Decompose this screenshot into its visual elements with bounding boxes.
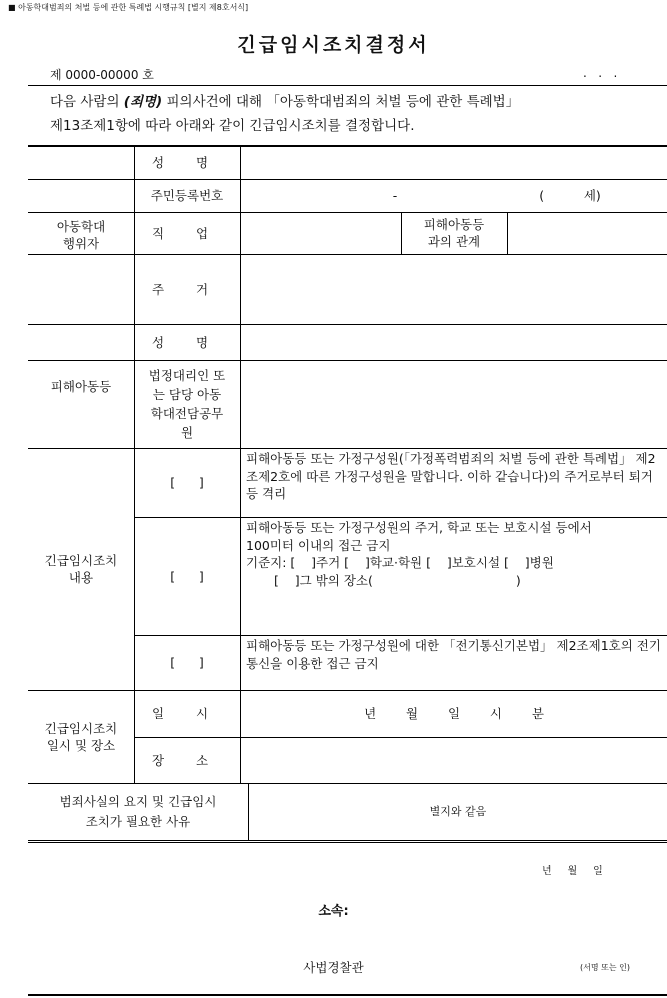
intro-line1-end: 피의사건에 대해 「아동학대범죄의 처벌 등에 관한 특례법」 — [162, 94, 520, 110]
measure2-line1: 피해아동등 또는 가정구성원의 주거, 학교 또는 보호시설 등에서 — [246, 520, 592, 535]
victim-section-label: 피해아동등 — [50, 378, 112, 394]
document-date: . . . — [583, 66, 618, 80]
place-field[interactable] — [241, 737, 667, 783]
form-reference-note: ■ 아동학대범죄의 처벌 등에 관한 특례법 시행규칙 [별지 제8호서식] — [8, 3, 249, 12]
perpetrator-rrn-label: 주민등록번호 — [150, 188, 224, 203]
reason-value: 별지와 같음 — [429, 805, 487, 818]
victim-representative-field[interactable] — [241, 360, 667, 448]
bottom-rule — [28, 994, 667, 996]
time-place-section-label: 긴급임시조치 일시 및 장소 — [44, 720, 118, 753]
victim-representative-label: 법정대리인 또 는 담당 아동 학대전담공무 원 — [148, 368, 226, 440]
charge-placeholder: (죄명) — [123, 94, 163, 110]
relation-label: 피해아동등 과의 관계 — [423, 217, 485, 249]
perpetrator-address-field[interactable] — [241, 254, 667, 324]
victim-name-label: 성 명 — [151, 334, 223, 350]
measure2-text — [246, 519, 661, 589]
measure2-other-location[interactable]: [ ]그 밖의 장소( ) — [274, 572, 521, 588]
datetime-field[interactable]: 년 월 일 시 분 — [364, 706, 544, 721]
victim-name-field[interactable] — [241, 324, 667, 360]
perpetrator-address-label: 주 거 — [151, 281, 223, 297]
measure2-location-options[interactable]: 기준지: [ ]주거 [ ]학교·학원 [ ]보호시설 [ ]병원 — [246, 555, 554, 570]
measure2-checkbox[interactable]: [ ] — [170, 568, 204, 584]
place-label: 장 소 — [151, 752, 223, 768]
measure1-text: 피해아동등 또는 가정구성원(「가정폭력범죄의 처벌 등에 관한 특례법」 제2조제2호에 따른 가정구성원을 말합니다. 이하 같습니다)의 주거로부터 퇴거 등 격리 — [246, 451, 656, 501]
perpetrator-job-label: 직 업 — [151, 225, 223, 241]
column-border — [240, 448, 241, 690]
measure3-checkbox[interactable]: [ ] — [170, 655, 204, 670]
document-title: 긴급임시조치결정서 — [237, 34, 430, 56]
intro-line1-start: 다음 사람의 — [50, 94, 124, 110]
perpetrator-job-field[interactable] — [241, 212, 401, 254]
officer-label: 사법경찰관 — [303, 960, 364, 975]
datetime-label: 일 시 — [151, 706, 223, 721]
intro-paragraph — [50, 90, 519, 138]
measure3-text: 피해아동등 또는 가정구성원에 대한 「전기통신기본법」 제2조제1호의 전기통신을 이용한 접근 금지 — [246, 638, 661, 671]
signature-field[interactable]: (서명 또는 인) — [580, 963, 630, 972]
measures-section-label: 긴급임시조치 내용 — [44, 553, 118, 585]
top-rule — [28, 85, 667, 86]
perpetrator-age-field[interactable]: ( 세) — [539, 188, 601, 203]
relation-field[interactable] — [508, 212, 667, 254]
affiliation-label: 소속: — [318, 904, 349, 919]
measure1-checkbox[interactable]: [ ] — [170, 475, 204, 490]
rrn-separator: - — [392, 188, 398, 203]
document-number: 제 0000-00000 호 — [50, 68, 154, 82]
reason-label: 범죄사실의 요지 및 긴급임시 조치가 필요한 사유 — [59, 793, 217, 829]
intro-line2: 제13조제1항에 따라 아래와 같이 긴급임시조치를 결정합니다. — [50, 118, 415, 134]
issue-date[interactable]: 년 월 일 — [542, 866, 603, 877]
table-bottom-border — [28, 840, 667, 843]
perpetrator-name-label: 성 명 — [151, 154, 223, 170]
measure2-line2: 100미터 이내의 접근 금지 — [246, 537, 391, 553]
perpetrator-name-field[interactable] — [241, 145, 667, 179]
perpetrator-section-label: 아동학대 행위자 — [56, 218, 106, 251]
